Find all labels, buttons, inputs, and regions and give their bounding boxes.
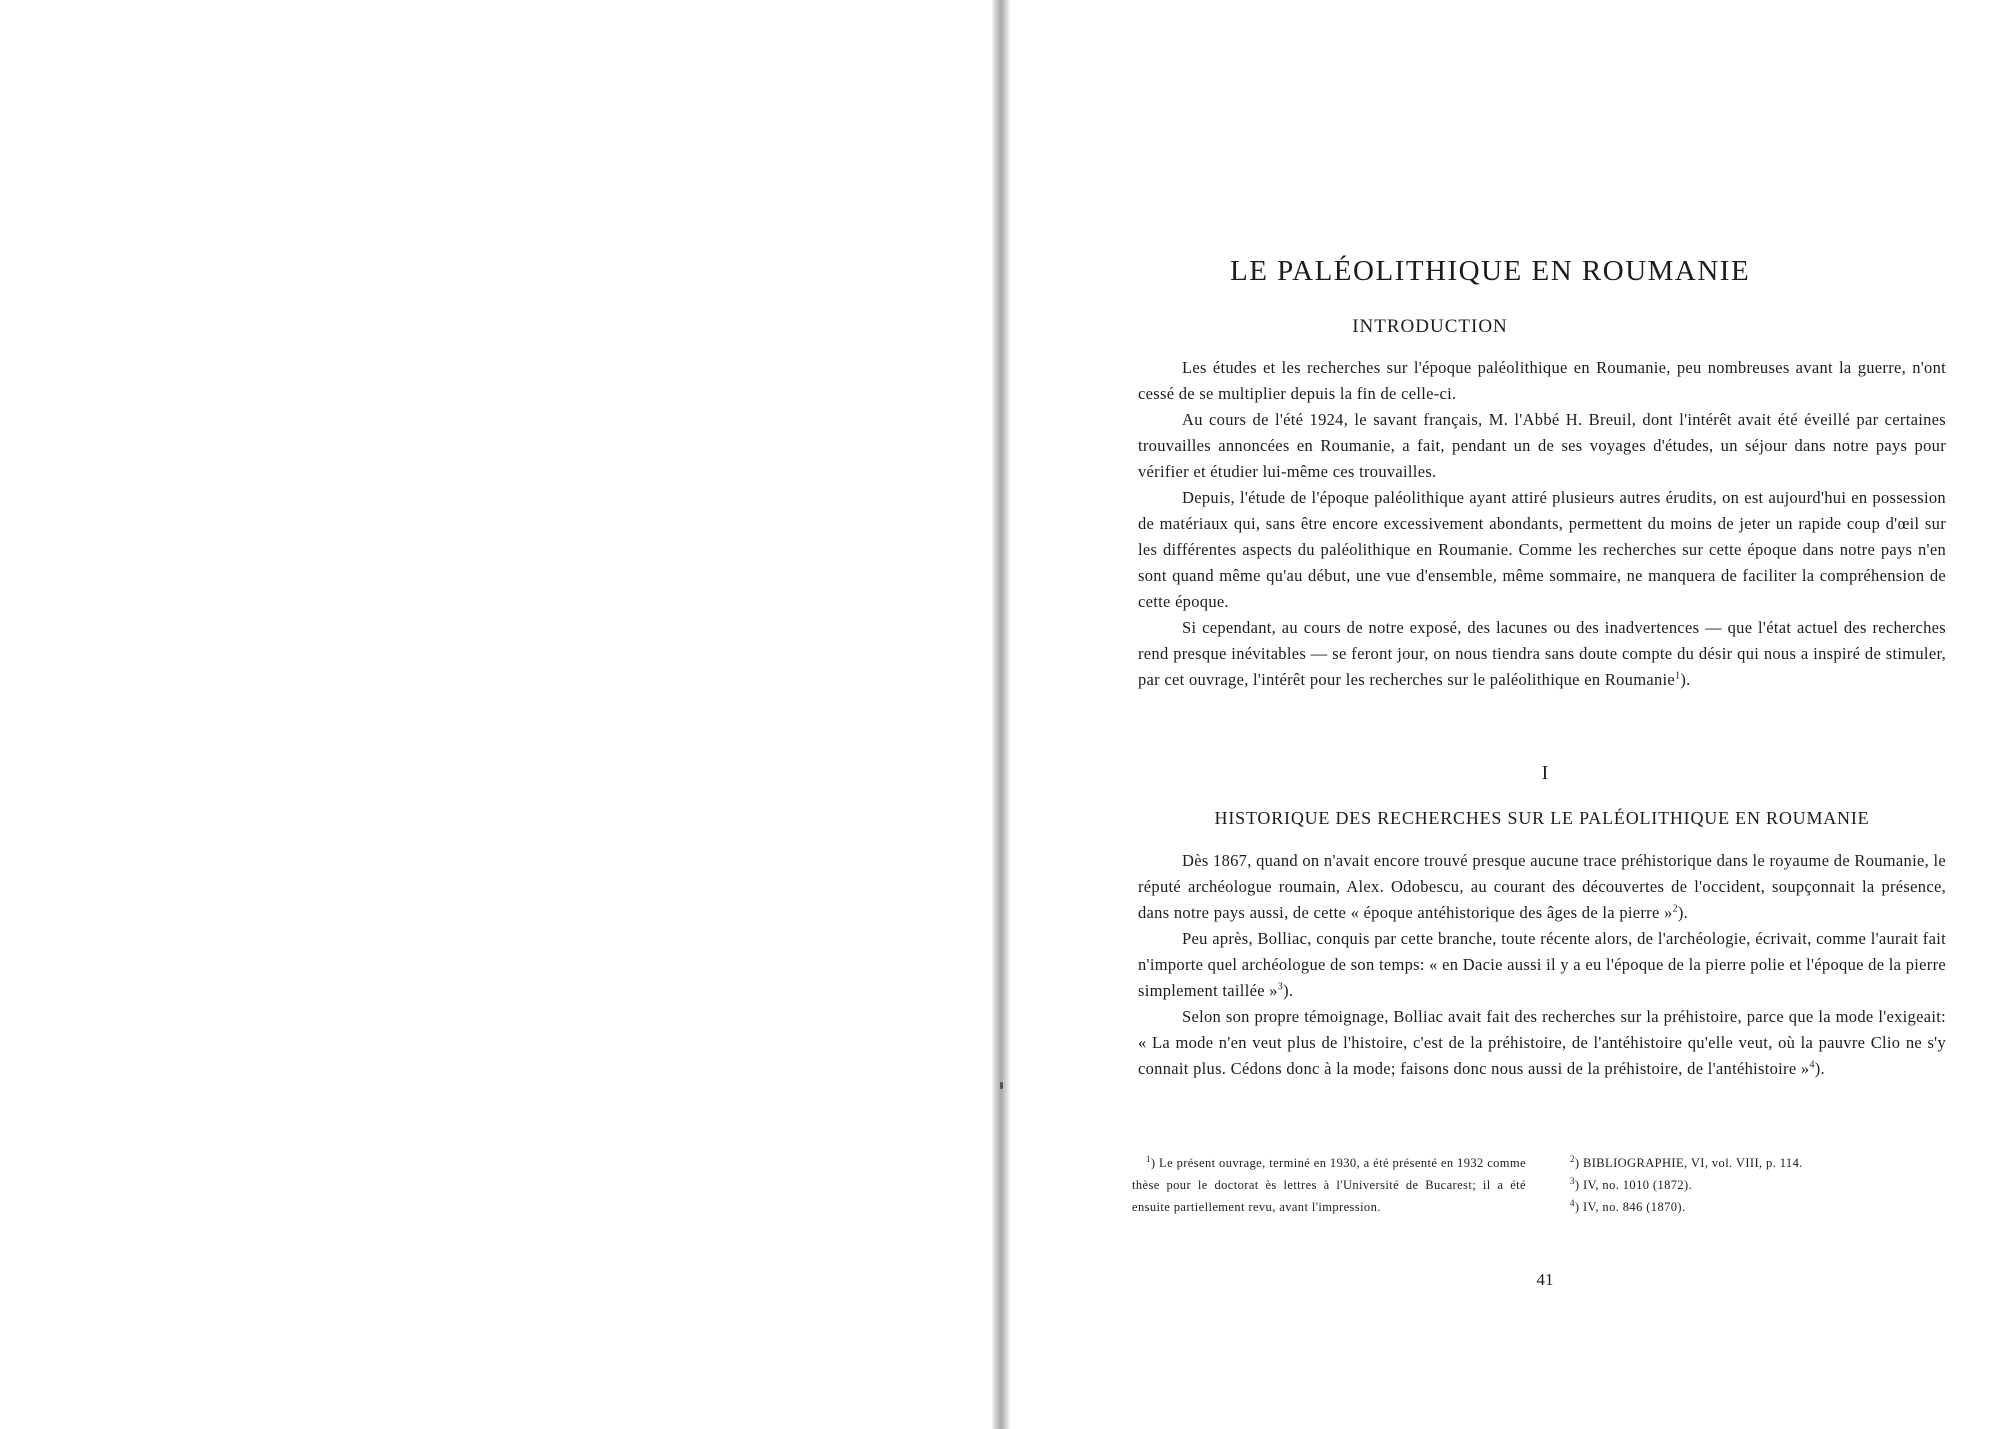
history-paragraph-text: Peu après, Bolliac, conquis par cette branche, toute récente alors, de l'archéologie, écrivait, comme l'aurait fait n'importe quel archéologue de son temps: « en Dacie aussi il y a eu l'époque de la pierre polie et l'époque de la pierre simplement taillée » xyxy=(1138,929,1946,1000)
intro-paragraph xyxy=(1138,615,1946,693)
intro-paragraph-text: Si cependant, au cours de notre exposé, des lacunes ou des inadvertences — que l'état actuel des recherches rend presque inévitables — se feront jour, on nous tiendra sans doute compte du désir qui nous a inspiré de stimuler, par cet ouvrage, l'intérêt pour les recherches sur le paléolithique en Roumanie xyxy=(1138,618,1946,689)
history-paragraph xyxy=(1138,926,1946,1004)
history-paragraph-text: Selon son propre témoignage, Bolliac avait fait des recherches sur la préhistoire, parce que la mode l'exigeait: « La mode n'en veut plus de l'histoire, c'est de la préhistoire, de l'antéhistoire qu'elle veut, où la pauvre Clio ne s'y connait plus. Cédons donc à la mode; faisons donc nous aussi de la préhistoire, de l'antéhistoire » xyxy=(1138,1007,1946,1078)
page-number: 41 xyxy=(1536,1270,1554,1289)
blank-left-page xyxy=(0,0,992,1429)
gutter-mark xyxy=(1000,1082,1003,1089)
footnote-number: 4 xyxy=(1570,1197,1575,1208)
page-title: LE PALÉOLITHIQUE EN ROUMANIE xyxy=(1230,255,1751,287)
book-gutter xyxy=(992,0,1010,1429)
history-paragraph-text: Dès 1867, quand on n'avait encore trouvé presque aucune trace préhistorique dans le royaume de Roumanie, le réputé archéologue roumain, Alex. Odobescu, au courant des découvertes de l'occident, soupçonnait la présence, dans notre pays aussi, de cette « époque antéhistorique des âges de la pierre » xyxy=(1138,851,1946,922)
footnote-text: ) IV, no. 1010 (1872). xyxy=(1574,1178,1693,1192)
footnote-ref: 1 xyxy=(1675,670,1681,682)
footnote xyxy=(1132,1152,1526,1218)
paragraph-tail: ). xyxy=(1814,1059,1825,1078)
intro-paragraph: Les études et les recherches sur l'époque paléolithique en Roumanie, peu nombreuses avant la guerre, n'ont cessé de se multiplier depuis la fin de celle-ci. xyxy=(1138,358,1946,403)
paragraph-tail: ). xyxy=(1283,981,1294,1000)
history-text xyxy=(1138,848,1946,1082)
footnote-text: ) IV, no. 846 (1870). xyxy=(1574,1200,1686,1214)
introduction-text xyxy=(1138,355,1946,693)
section-number: I xyxy=(1541,762,1549,784)
footnotes-right-column xyxy=(1570,1152,1930,1218)
footnote-number: 1 xyxy=(1146,1153,1151,1164)
footnote-ref: 4 xyxy=(1809,1059,1815,1071)
footnote-ref: 2 xyxy=(1672,903,1678,915)
paragraph-tail: ). xyxy=(1677,903,1689,922)
intro-paragraph: Au cours de l'été 1924, le savant français, M. l'Abbé H. Breuil, dont l'intérêt avait été éveillé par certaines trouvailles annoncées en Roumanie, a fait, pendant un de ses voyages d'études, un séjour dans notre pays pour vérifier et étudier lui-même ces trouvailles. xyxy=(1138,410,1946,481)
footnote-text: ) Le présent ouvrage, terminé en 1930, a été présenté en 1932 comme thèse pour le doctorat ès lettres à l'Université de Bucarest; il a été ensuite partiellement revu, avant l'impression. xyxy=(1132,1156,1526,1214)
footnote xyxy=(1570,1196,1930,1218)
footnotes-left-column xyxy=(1132,1152,1526,1218)
footnote xyxy=(1570,1174,1930,1196)
footnote-ref: 3 xyxy=(1277,981,1284,993)
history-paragraph xyxy=(1138,1004,1946,1082)
footnote-text: ) BIBLIOGRAPHIE, VI, vol. VIII, p. 114. xyxy=(1574,1156,1803,1170)
section-heading: HISTORIQUE DES RECHERCHES SUR LE PALÉOLITHIQUE EN ROUMANIE xyxy=(1214,808,1870,828)
history-paragraph xyxy=(1138,848,1946,926)
paragraph-tail: ). xyxy=(1680,670,1691,689)
footnote-number: 2 xyxy=(1570,1153,1575,1164)
intro-paragraph: Depuis, l'étude de l'époque paléolithique ayant attiré plusieurs autres érudits, on est aujourd'hui en possession de matériaux qui, sans être encore excessivement abondants, permettent du moins de jeter un rapide coup d'œil sur les différentes aspects du paléolithique en Roumanie. Comme les recherches sur cette époque dans notre pays n'en sont quand même qu'au début, une vue d'ensemble, même sommaire, ne manquera de faciliter la compréhension de cette époque. xyxy=(1138,488,1946,611)
introduction-heading: INTRODUCTION xyxy=(1352,316,1508,337)
footnote xyxy=(1570,1152,1930,1174)
footnote-number: 3 xyxy=(1570,1175,1575,1186)
